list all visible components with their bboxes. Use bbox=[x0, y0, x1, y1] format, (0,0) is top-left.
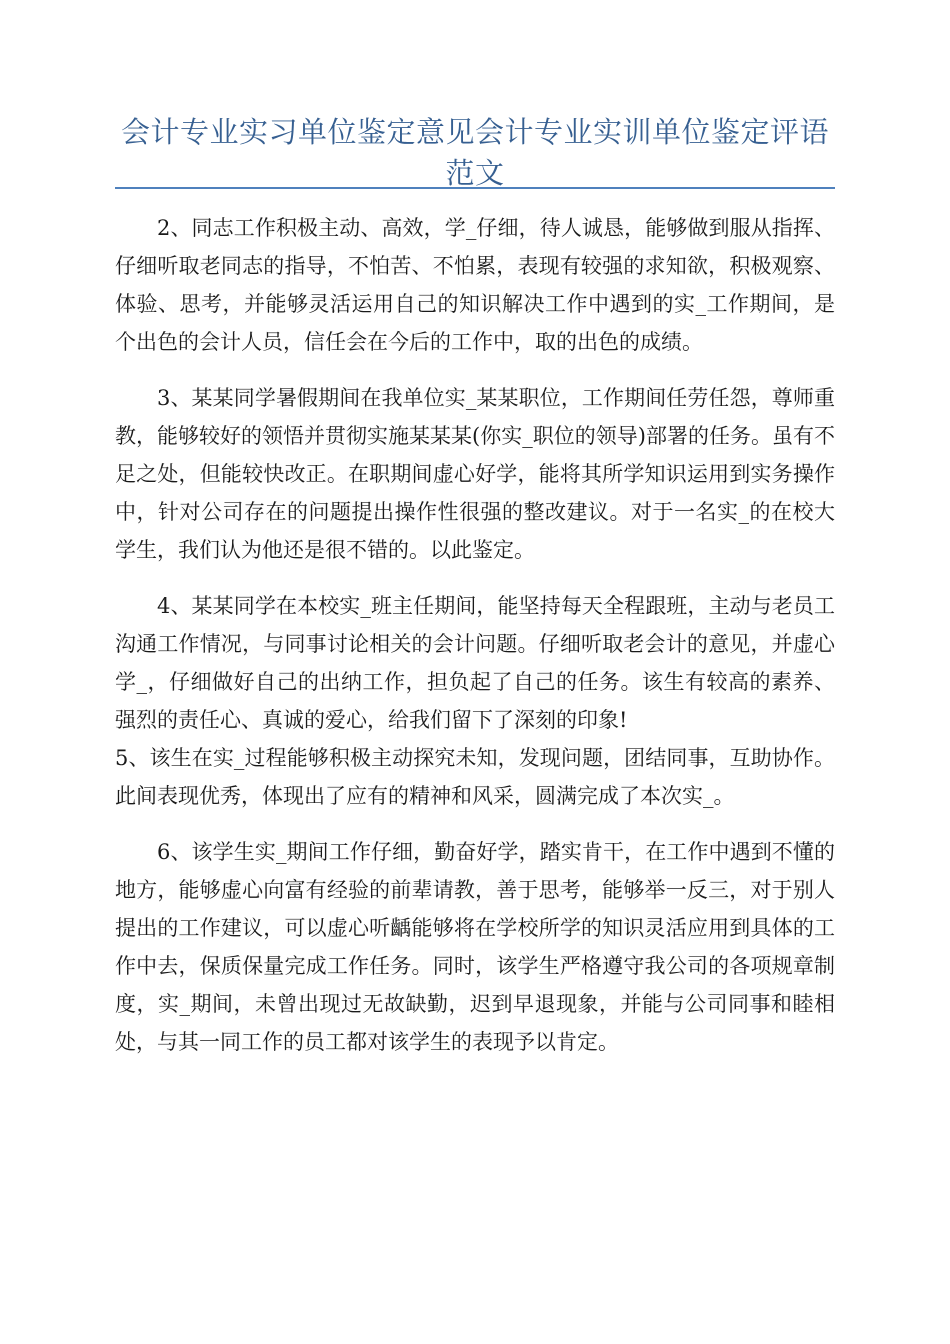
paragraph-2: 2、同志工作积极主动、高效，学_仔细，待人诚恳，能够做到服从指挥、仔细听取老同志的指导，不怕苦、不怕累，表现有较强的求知欲，积极观察、体验、思考，并能够灵活运用自己的知识解决工作中遇到的实_工作期间，是个出色的会计人员，信任会在今后的工作中，取的出色的成绩。 bbox=[115, 216, 835, 354]
paragraph-6: 6、该学生实_期间工作仔细，勤奋好学，踏实肯干，在工作中遇到不懂的地方，能够虚心向富有经验的前辈请教，善于思考，能够举一反三，对于别人提出的工作建议，可以虚心听齲能够将在学校所学的知识灵活应用到具体的工作中去，保质保量完成工作任务。同时，该学生严格遵守我公司的各项规章制度，实_期间，未曾出现过无故缺勤，迟到早退现象，并能与公司同事和睦相处，与其一同工作的员工都对该学生的表现予以肯定。 bbox=[115, 840, 835, 1054]
paragraph-5: 5、该生在实_过程能够积极主动探究未知，发现问题，团结同事，互助协作。此间表现优秀，体现出了应有的精神和风采，圆满完成了本次实_。 bbox=[115, 746, 835, 808]
document-body bbox=[115, 209, 835, 1079]
paragraph-3: 3、某某同学暑假期间在我单位实_某某职位，工作期间任劳任怨，尊师重教，能够较好的领悟并贯彻实施某某某(你实_职位的领导)部署的任务。虽有不足之处，但能较快改正。在职期间虚心好学，能将其所学知识运用到实务操作中，针对公司存在的问题提出操作性很强的整改建议。对于一名实_的在校大学生，我们认为他还是很不错的。以此鉴定。 bbox=[115, 386, 835, 562]
document-title: 会计专业实习单位鉴定意见会计专业实训单位鉴定评语范文 bbox=[120, 115, 829, 190]
paragraph-4: 4、某某同学在本校实_班主任期间，能坚持每天全程跟班，主动与老员工沟通工作情况，与同事讨论相关的会计问题。仔细听取老会计的意见，并虚心学_，仔细做好自己的出纳工作，担负起了自己的任务。该生有较高的素养、强烈的责任心、真诚的爱心，给我们留下了深刻的印象! bbox=[115, 594, 835, 732]
title-divider bbox=[115, 187, 835, 189]
